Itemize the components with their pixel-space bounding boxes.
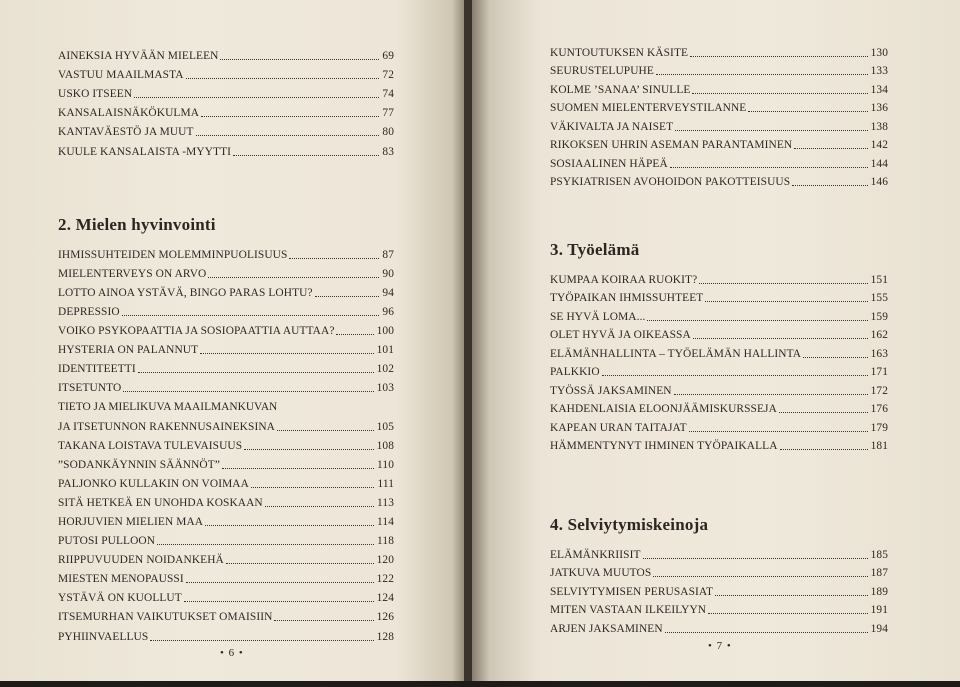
toc-leader-dots: [794, 147, 867, 149]
toc-leader-dots: [674, 393, 868, 395]
toc-entry-page: 130: [870, 46, 888, 59]
toc-entry-title: KANSALAISNÄKÖKULMA: [58, 107, 200, 120]
toc-entry: [58, 300, 394, 319]
toc-leader-dots: [675, 129, 867, 131]
toc-entry-title: RIKOKSEN UHRIN ASEMAN PARANTAMINEN: [550, 139, 793, 151]
toc-leader-dots: [196, 134, 380, 136]
toc-entry: [58, 529, 394, 548]
toc-entry: [58, 567, 394, 586]
toc-entry-page: 138: [870, 120, 888, 133]
toc-entry: [550, 416, 888, 435]
toc-entry-page: 124: [376, 592, 394, 605]
toc-entry: [58, 243, 394, 262]
toc-entry: [550, 287, 888, 306]
toc-entry-title: HÄMMENTYNYT IHMINEN TYÖPAIKALLA: [550, 440, 778, 452]
toc-entry: [58, 510, 394, 529]
toc-entry-page: 128: [376, 630, 394, 643]
toc-entry-page: 113: [377, 496, 394, 509]
toc-leader-dots: [123, 390, 373, 392]
toc-entry-page: 102: [376, 363, 394, 376]
toc-entry-page: 194: [870, 622, 888, 635]
toc-entry-title: ITSEMURHAN VAIKUTUKSET OMAISIIN: [58, 611, 273, 624]
toc-leader-dots: [336, 333, 373, 335]
toc-group-right-top: [550, 41, 888, 189]
toc-leader-dots: [653, 575, 867, 577]
toc-leader-dots: [200, 352, 373, 354]
right-toc-column: [550, 41, 888, 636]
page-number-left: • 6 •: [220, 647, 244, 659]
toc-leader-dots: [748, 110, 867, 112]
toc-entry-page: 171: [870, 366, 888, 378]
toc-entry-page: 189: [870, 585, 888, 598]
toc-leader-dots: [705, 300, 867, 302]
toc-entry-title: LOTTO AINOA YSTÄVÄ, BINGO PARAS LOHTU?: [58, 286, 313, 299]
toc-entry-page: 133: [870, 65, 888, 77]
toc-entry-page: 136: [870, 102, 888, 114]
toc-entry: [58, 319, 394, 338]
toc-entry-page: 110: [377, 458, 394, 471]
toc-entry-page: 69: [382, 50, 394, 63]
toc-entry: [550, 78, 888, 97]
toc-entry: [58, 338, 394, 357]
toc-entry-title: IDENTITEETTI: [58, 363, 136, 376]
toc-entry-title: RIIPPUVUUDEN NOIDANKEHÄ: [58, 554, 224, 567]
toc-entry: [58, 262, 394, 281]
toc-entry: [58, 624, 394, 643]
toc-entry-title: USKO ITSEEN: [58, 88, 133, 101]
toc-entry: [550, 580, 888, 599]
toc-leader-dots: [689, 430, 868, 432]
toc-entry-title: PUTOSI PULLOON: [58, 535, 156, 548]
toc-entry-page: 72: [382, 69, 394, 82]
toc-leader-dots: [265, 505, 374, 507]
toc-entry-title: JATKUVA MUUTOS: [550, 567, 652, 579]
toc-leader-dots: [157, 543, 374, 545]
toc-entry-page: 120: [376, 554, 394, 567]
toc-entry-page: 187: [870, 567, 888, 579]
section-heading-4: 4. Selviytymiskeinoja: [550, 515, 709, 534]
toc-entry-title: KAPEAN URAN TAITAJAT: [550, 421, 687, 434]
toc-entry-page: 100: [376, 325, 394, 338]
toc-entry-title: SE HYVÄ LOMA...: [550, 310, 646, 323]
toc-entry-title: ELÄMÄNKRIISIT: [550, 548, 641, 561]
toc-entry-title: IHMISSUHTEIDEN MOLEMMINPUOLISUUS: [58, 248, 288, 261]
toc-entry-title: PSYKIATRISEN AVOHOIDON PAKOTTEISUUS: [550, 176, 791, 188]
toc-entry-page: 122: [376, 573, 394, 586]
toc-entry: [550, 398, 888, 417]
toc-leader-dots: [138, 371, 374, 373]
toc-entry-title: SITÄ HETKEÄ EN UNOHDA KOSKAAN: [58, 496, 263, 509]
toc-entry: [58, 472, 394, 491]
toc-entry: [58, 605, 394, 624]
toc-entry: [58, 453, 394, 472]
toc-entry-page: 176: [870, 403, 888, 415]
toc-entry-page: 181: [870, 440, 888, 452]
toc-entry-title: KOLME ’SANAA’ SINULLE: [550, 83, 691, 96]
toc-entry-title: KUNTOUTUKSEN KÄSITE: [550, 46, 689, 59]
toc-entry: [550, 305, 888, 324]
toc-leader-dots: [226, 562, 374, 564]
toc-leader-dots: [803, 356, 868, 358]
toc-entry-title: MIELENTERVEYS ON ARVO: [58, 267, 207, 280]
toc-leader-dots: [779, 411, 868, 413]
toc-entry-page: 90: [382, 267, 394, 280]
toc-entry-title: ITSETUNTO: [58, 382, 122, 395]
toc-group-section3: [550, 268, 888, 453]
toc-entry-page: 103: [376, 382, 394, 395]
toc-entry: [550, 134, 888, 153]
toc-entry-title: AINEKSIA HYVÄÄN MIELEEN: [58, 50, 219, 63]
toc-entry-title: VÄKIVALTA JA NAISET: [550, 120, 674, 133]
toc-entry-page: 146: [870, 176, 888, 188]
toc-entry: [58, 44, 394, 63]
toc-leader-dots: [643, 557, 868, 559]
toc-entry-page: 191: [870, 604, 888, 616]
toc-entry-title: VASTUU MAAILMASTA: [58, 69, 184, 82]
toc-leader-dots: [184, 600, 374, 602]
toc-leader-dots: [715, 594, 868, 596]
toc-leader-dots: [602, 374, 868, 376]
toc-leader-dots: [251, 486, 374, 488]
toc-entry-title: HYSTERIA ON PALANNUT: [58, 344, 199, 357]
toc-leader-dots: [692, 92, 867, 94]
toc-entry-title: KANTAVÄESTÖ JA MUUT: [58, 126, 194, 139]
toc-entry-title: DEPRESSIO: [58, 305, 120, 318]
toc-entry: [550, 379, 888, 398]
toc-entry: [550, 115, 888, 134]
toc-entry-page: 185: [870, 548, 888, 561]
toc-leader-dots: [699, 282, 867, 284]
toc-entry-title: SUOMEN MIELENTERVEYSTILANNE: [550, 102, 747, 114]
toc-entry: [58, 120, 394, 139]
toc-entry-page: 162: [870, 329, 888, 341]
toc-leader-dots: [274, 619, 373, 621]
toc-entry-title: ARJEN JAKSAMINEN: [550, 622, 663, 635]
toc-entry-title: SELVIYTYMISEN PERUSASIAT: [550, 585, 714, 598]
toc-entry-page: 159: [870, 310, 888, 323]
toc-entry-title: TAKANA LOISTAVA TULEVAISUUS: [58, 439, 243, 452]
toc-leader-dots: [647, 319, 867, 321]
toc-entry-title: MIESTEN MENOPAUSSI: [58, 573, 184, 586]
toc-entry-title: YSTÄVÄ ON KUOLLUT: [58, 592, 182, 605]
toc-leader-dots: [277, 429, 374, 431]
toc-entry-page: 172: [870, 384, 888, 397]
toc-entry-title: JA ITSETUNNON RAKENNUSAINEKSINA: [58, 420, 275, 433]
toc-entry-title: VOIKO PSYKOPAATTIA JA SOSIOPAATTIA AUTTAA?: [58, 325, 335, 338]
toc-leader-dots: [222, 467, 374, 469]
toc-leader-dots: [186, 581, 374, 583]
toc-entry-title: MITEN VASTAAN ILKEILYYN: [550, 604, 707, 616]
toc-leader-dots: [205, 524, 374, 526]
toc-leader-dots: [220, 58, 379, 60]
toc-entry-page: 105: [376, 420, 394, 433]
toc-entry-page: 118: [377, 535, 394, 548]
toc-entry-title: KAHDENLAISIA ELOONJÄÄMISKURSSEJA: [550, 403, 777, 415]
toc-entry: [58, 281, 394, 300]
toc-entry: [58, 82, 394, 101]
toc-entry-page: 134: [870, 83, 888, 96]
toc-entry: [58, 101, 394, 120]
toc-entry-title: HORJUVIEN MIELIEN MAA: [58, 515, 204, 528]
toc-entry-page: 87: [382, 248, 394, 261]
toc-entry-page: 96: [382, 305, 394, 318]
toc-wrapped-line: TIETO JA MIELIKUVA MAAILMANKUVAN: [58, 401, 278, 414]
toc-entry-title: PYHIINVAELLUS: [58, 630, 149, 643]
toc-entry-page: 114: [377, 515, 394, 528]
toc-group-section2-a: [58, 243, 394, 396]
toc-entry-page: 155: [870, 292, 888, 304]
toc-entry-page: 151: [870, 273, 888, 286]
page-bottom-edge: [0, 681, 960, 687]
toc-entry-page: 111: [377, 477, 394, 490]
toc-entry: [58, 491, 394, 510]
toc-leader-dots: [315, 295, 380, 297]
section-heading-3: 3. Työelämä: [550, 240, 640, 259]
toc-leader-dots: [208, 276, 379, 278]
toc-entry-page: 142: [870, 139, 888, 151]
toc-entry-title: OLET HYVÄ JA OIKEASSA: [550, 329, 691, 341]
toc-entry-title: SEURUSTELUPUHE: [550, 65, 654, 77]
book-spine: [464, 0, 472, 681]
toc-entry: [550, 543, 888, 562]
toc-entry: [58, 586, 394, 605]
toc-entry: [550, 171, 888, 190]
toc-leader-dots: [665, 631, 868, 633]
toc-entry-page: 144: [870, 157, 888, 170]
toc-entry-page: 108: [376, 439, 394, 452]
toc-leader-dots: [150, 639, 373, 641]
toc-entry: [58, 63, 394, 82]
toc-entry: [550, 617, 888, 636]
toc-entry-page: 126: [376, 611, 394, 624]
toc-entry: [550, 342, 888, 361]
toc-leader-dots: [289, 257, 379, 259]
toc-entry: [58, 414, 394, 433]
toc-entry: [550, 41, 888, 60]
toc-entry-page: 94: [382, 286, 394, 299]
toc-entry: [58, 357, 394, 376]
toc-leader-dots: [656, 73, 868, 75]
toc-leader-dots: [693, 337, 868, 339]
toc-entry-page: 163: [870, 347, 888, 360]
toc-entry-page: 74: [382, 88, 394, 101]
toc-leader-dots: [792, 184, 867, 186]
toc-leader-dots: [690, 55, 868, 57]
toc-leader-dots: [186, 77, 380, 79]
toc-entry: [550, 562, 888, 581]
toc-entry-title: KUULE KANSALAISTA -MYYTTI: [58, 145, 232, 158]
toc-entry: [550, 268, 888, 287]
toc-leader-dots: [201, 115, 379, 117]
toc-entry: [58, 139, 394, 158]
page-number-right: • 7 •: [708, 640, 732, 652]
left-toc-column: [58, 44, 394, 644]
toc-leader-dots: [233, 154, 379, 156]
toc-entry-title: PALJONKO KULLAKIN ON VOIMAA: [58, 477, 249, 490]
toc-group-left-top: [58, 44, 394, 159]
toc-entry: [550, 361, 888, 380]
toc-entry-title: KUMPAA KOIRAA RUOKIT?: [550, 273, 698, 286]
toc-entry: [550, 60, 888, 79]
toc-entry-page: 179: [870, 421, 888, 434]
toc-entry-page: 80: [382, 126, 394, 139]
toc-entry-title: ”SODANKÄYNNIN SÄÄNNÖT”: [58, 458, 220, 471]
toc-entry-title: TYÖPAIKAN IHMISSUHTEET: [550, 292, 704, 304]
toc-leader-dots: [134, 96, 379, 98]
toc-entry: [58, 434, 394, 453]
toc-entry: [58, 548, 394, 567]
toc-entry: [550, 599, 888, 618]
toc-entry-title: TYÖSSÄ JAKSAMINEN: [550, 384, 672, 397]
toc-leader-dots: [122, 314, 380, 316]
toc-leader-dots: [708, 612, 867, 614]
toc-entry: [550, 324, 888, 343]
toc-entry-page: 101: [376, 344, 394, 357]
toc-entry: [550, 97, 888, 116]
toc-group-section4: [550, 543, 888, 636]
toc-leader-dots: [244, 448, 373, 450]
toc-leader-dots: [780, 448, 868, 450]
toc-entry-page: 83: [382, 145, 394, 158]
toc-entry-page: 77: [382, 107, 394, 120]
section-heading-2: 2. Mielen hyvinvointi: [58, 214, 216, 234]
toc-entry-title: PALKKIO: [550, 366, 600, 378]
toc-entry: [550, 152, 888, 171]
toc-entry-title: SOSIAALINEN HÄPEÄ: [550, 157, 668, 170]
toc-group-section2-b: [58, 414, 394, 643]
toc-leader-dots: [670, 166, 868, 168]
toc-entry: [58, 376, 394, 395]
toc-entry: [550, 435, 888, 454]
toc-entry-title: ELÄMÄNHALLINTA – TYÖELÄMÄN HALLINTA: [550, 347, 802, 360]
